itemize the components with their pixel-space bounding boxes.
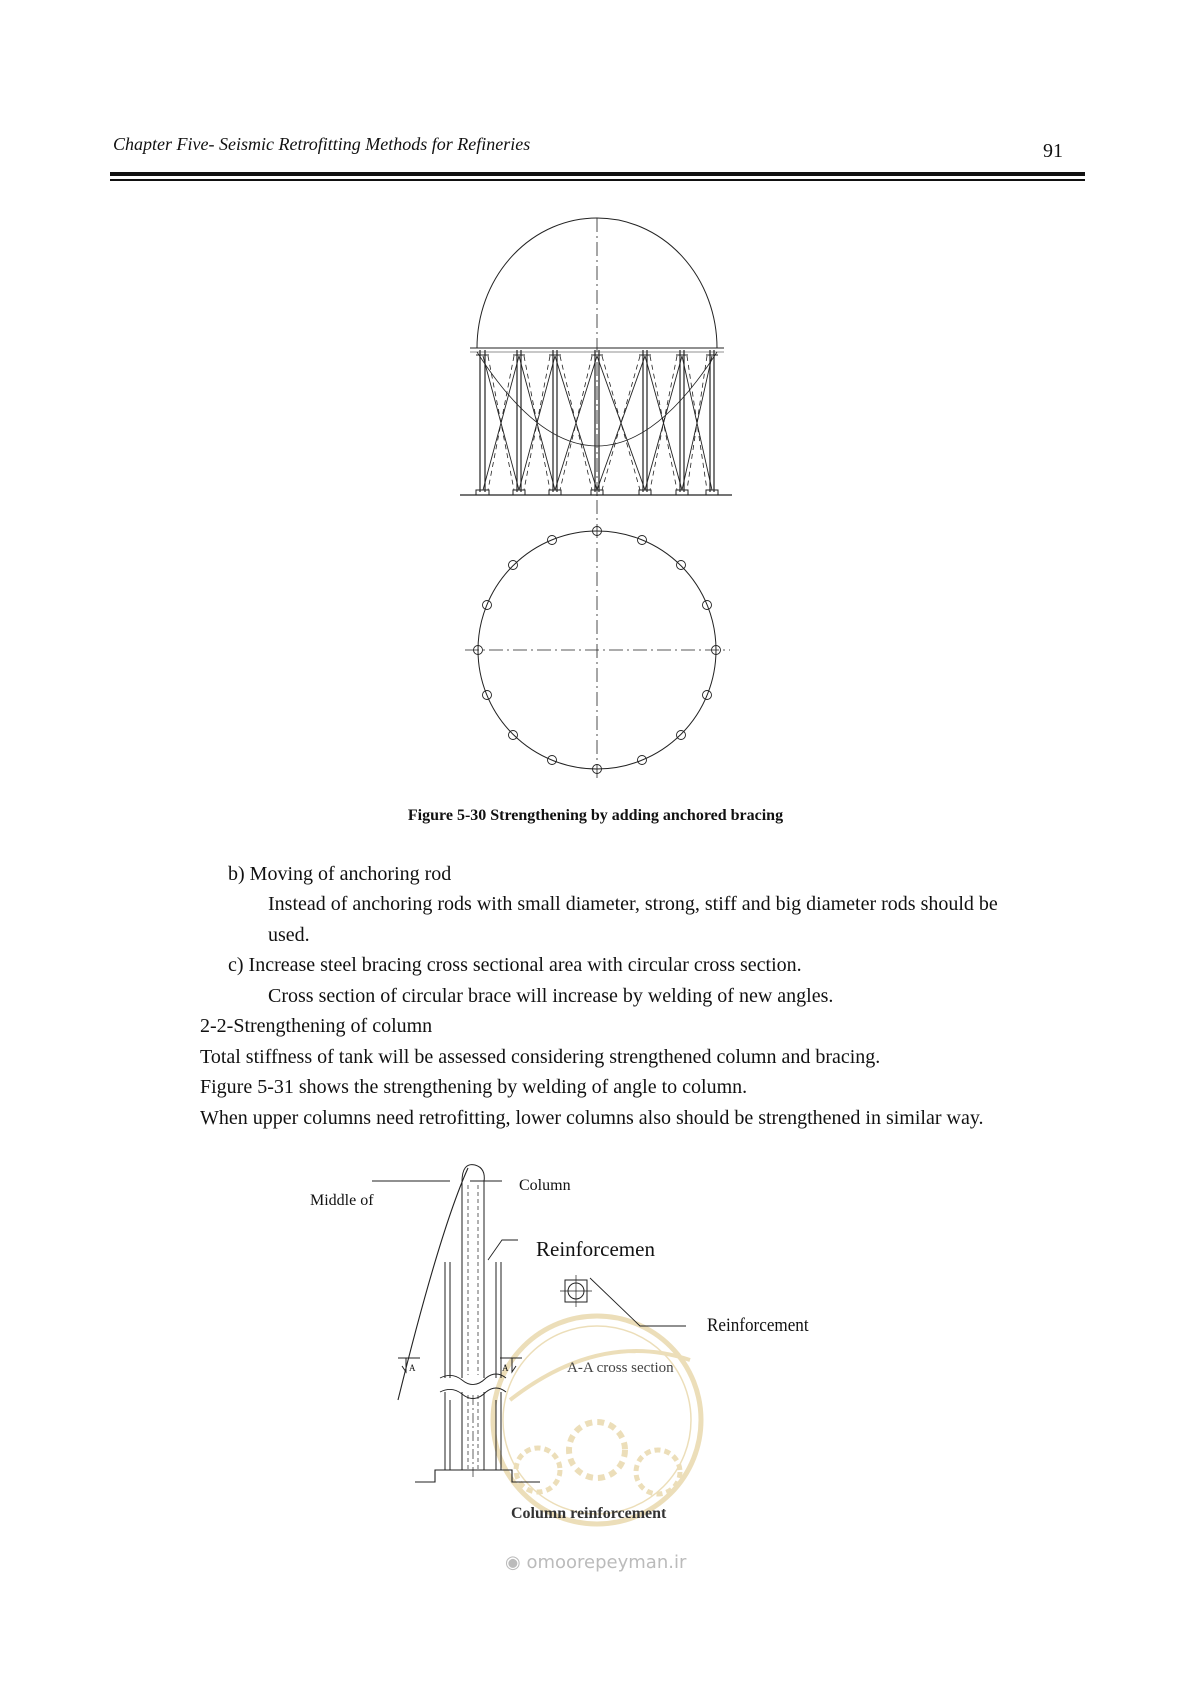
label-section-marker-right: A xyxy=(502,1363,509,1373)
figure-5-30-caption: Figure 5-30 Strengthening by adding anchored bracing xyxy=(407,807,784,824)
item-c-text: Cross section of circular brace will increase by welding of new angles. xyxy=(268,985,834,1007)
paragraph-2: Figure 5-31 shows the strengthening by welding of angle to column. xyxy=(200,1076,748,1098)
watermark-icon: ◉ xyxy=(505,1552,521,1573)
watermark-url: omoorepeyman.ir xyxy=(526,1552,687,1573)
item-b-text-line1: Instead of anchoring rods with small diameter, strong, stiff and big diameter rods should be xyxy=(268,893,998,915)
label-column-reinforcement: Column reinforcement xyxy=(511,1505,667,1522)
paragraph-3: When upper columns need retrofitting, lower columns also should be strengthened in similar way. xyxy=(200,1107,984,1129)
item-b-text-line2: used. xyxy=(268,924,310,946)
label-section-marker-left: A xyxy=(409,1363,416,1373)
running-header-title: Chapter Five- Seismic Retrofitting Methods for Refineries xyxy=(113,134,531,154)
label-cross-section: A-A cross section xyxy=(567,1360,674,1376)
column-upper xyxy=(445,1165,501,1378)
watermark-text xyxy=(505,1552,686,1573)
paragraph-1: Total stiffness of tank will be assessed considering strengthened column and bracing. xyxy=(200,1046,881,1068)
label-middle-of: Middle of xyxy=(310,1192,374,1209)
label-reinforcement-section: Reinforcement xyxy=(707,1315,809,1336)
item-c-title: c) Increase steel bracing cross sectional area with circular cross section. xyxy=(228,954,802,976)
label-reinforcement-main: Reinforcemen xyxy=(536,1237,655,1261)
watermark-emblem xyxy=(493,1316,701,1524)
item-b-title: b) Moving of anchoring rod xyxy=(228,863,452,885)
label-column: Column xyxy=(519,1177,571,1194)
section-heading: 2-2-Strengthening of column xyxy=(200,1015,433,1037)
page-number: 91 xyxy=(1043,140,1063,162)
